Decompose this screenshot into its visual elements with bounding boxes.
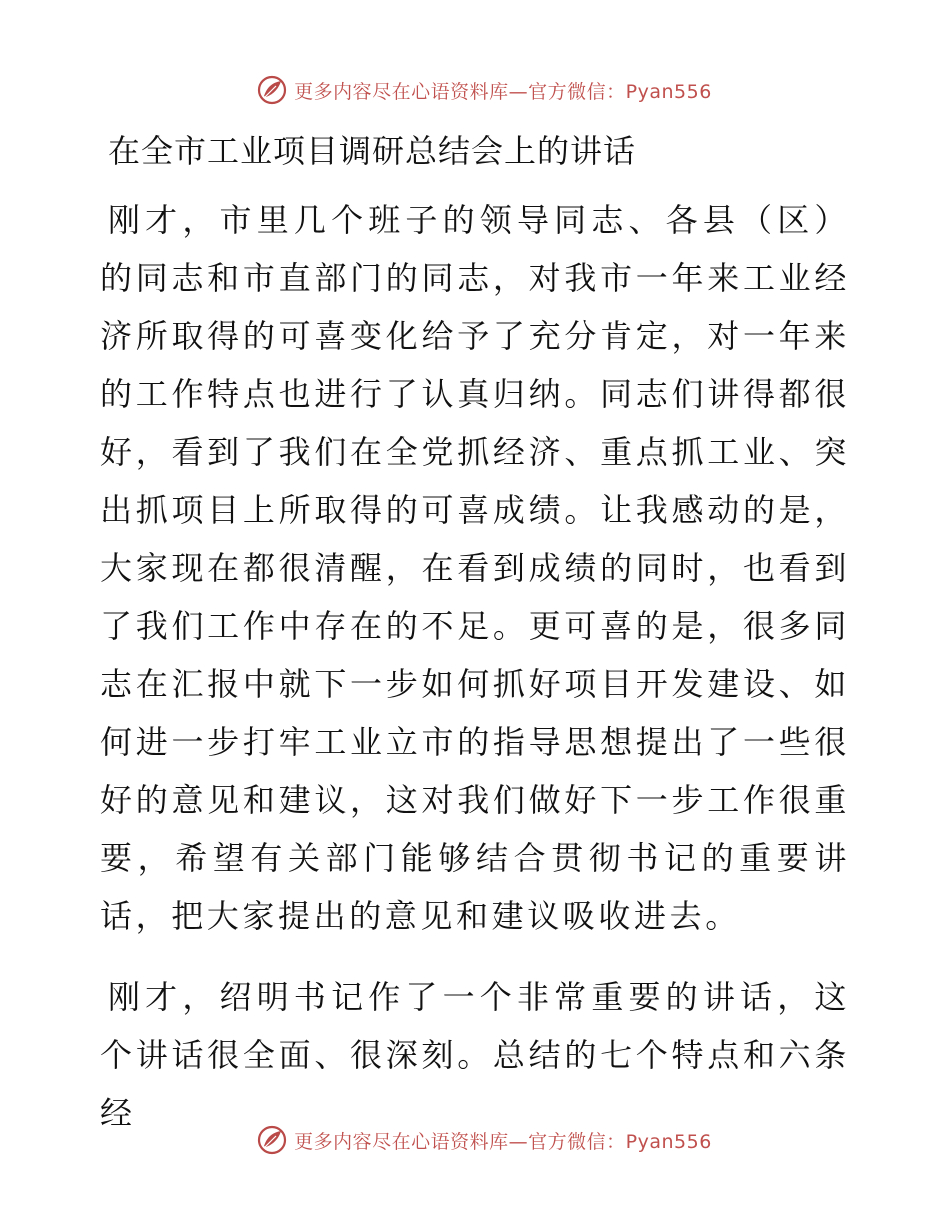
document-title: 在全市工业项目调研总结会上的讲话: [108, 132, 637, 170]
footer-watermark-text: [294, 1127, 712, 1154]
footer-watermark: [256, 1124, 712, 1156]
header-watermark-banner: [0, 70, 950, 110]
watermark-dash: —: [508, 1130, 529, 1153]
footer-watermark-banner: [0, 1120, 950, 1160]
leaf-logo-icon: [256, 1124, 288, 1156]
leaf-logo-icon: [256, 74, 288, 106]
watermark-dash: —: [508, 80, 529, 103]
body-paragraph-1: 刚才，市里几个班子的领导同志、各县（区）的同志和市直部门的同志，对我市一年来工业经济所取得的可喜变化给予了充分肯定，对一年来的工作特点也进行了认真归纳。同志们讲得都很好，看到了我们在全党抓经济、重点抓工业、突出抓项目上所取得的可喜成绩。让我感动的是，大家现在都很清醒，在看到成绩的同时，也看到了我们工作中存在的不足。更可喜的是，很多同志在汇报中就下一步如何抓好项目开发建设、如何进一步打牢工业立市的指导思想提出了一些很好的意见和建议，这对我们做好下一步工作很重要，希望有关部门能够结合贯彻书记的重要讲话，把大家提出的意见和建议吸收进去。: [100, 201, 850, 935]
watermark-suffix-text: 官方微信：Pyan556: [528, 80, 712, 103]
watermark-main-text: 更多内容尽在心语资料库: [294, 1130, 509, 1153]
header-watermark: [256, 74, 712, 106]
watermark-main-text: 更多内容尽在心语资料库: [294, 80, 509, 103]
watermark-suffix-text: 官方微信：Pyan556: [528, 1130, 712, 1153]
body-paragraph-2: 刚才，绍明书记作了一个非常重要的讲话，这个讲话很全面、很深刻。总结的七个特点和六条经: [100, 978, 850, 1132]
header-watermark-text: [294, 77, 712, 104]
